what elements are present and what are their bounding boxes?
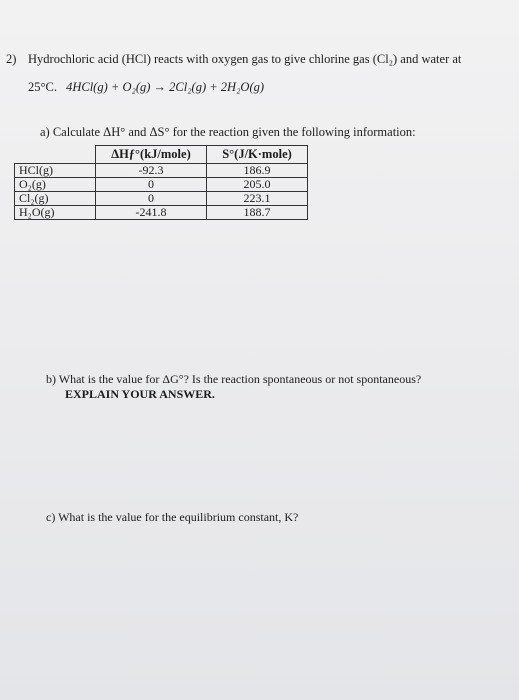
part-b [46,372,421,402]
enthalpy-cell: 0 [96,192,207,206]
table-header-row [15,146,308,164]
header-entropy: S°(J/K·mole) [207,146,308,164]
species-cell: HCl(g) [15,164,96,178]
part-c-prompt: c) What is the value for the equilibrium constant, K? [46,510,299,524]
table-corner [15,146,96,164]
table-row [15,192,308,206]
enthalpy-cell: 0 [96,178,207,192]
species-cell: Cl₂(g) [15,192,96,206]
enthalpy-cell: -92.3 [96,164,207,178]
table-row [15,178,308,192]
table-row [15,164,308,178]
entropy-cell: 186.9 [207,164,308,178]
part-b-prompt: b) What is the value for ΔG°? Is the reaction spontaneous or not spontaneous? [46,372,422,386]
part-a-prompt: a) Calculate ΔH° and ΔS° for the reaction given the following information: [40,125,416,139]
question-number: 2) [6,52,17,66]
thermo-data-table [14,145,308,220]
temperature-condition: 25°C. [28,80,57,94]
balanced-equation: 4HCl(g) + O₂(g) → 2Cl₂(g) + 2H₂O(g) [66,80,265,94]
question-text: Hydrochloric acid (HCl) reacts with oxygen gas to give chlorine gas (Cl₂) and water at [28,52,462,66]
species-cell: O₂(g) [15,178,96,192]
reaction-line [28,80,264,95]
part-b-emphasis: EXPLAIN YOUR ANSWER. [65,387,215,401]
entropy-cell: 188.7 [207,206,308,220]
table-row [15,206,308,220]
header-enthalpy: ΔHƒ°(kJ/mole) [96,146,207,164]
species-cell: H₂O(g) [15,206,96,220]
enthalpy-cell: -241.8 [96,206,207,220]
entropy-cell: 205.0 [207,178,308,192]
entropy-cell: 223.1 [207,192,308,206]
